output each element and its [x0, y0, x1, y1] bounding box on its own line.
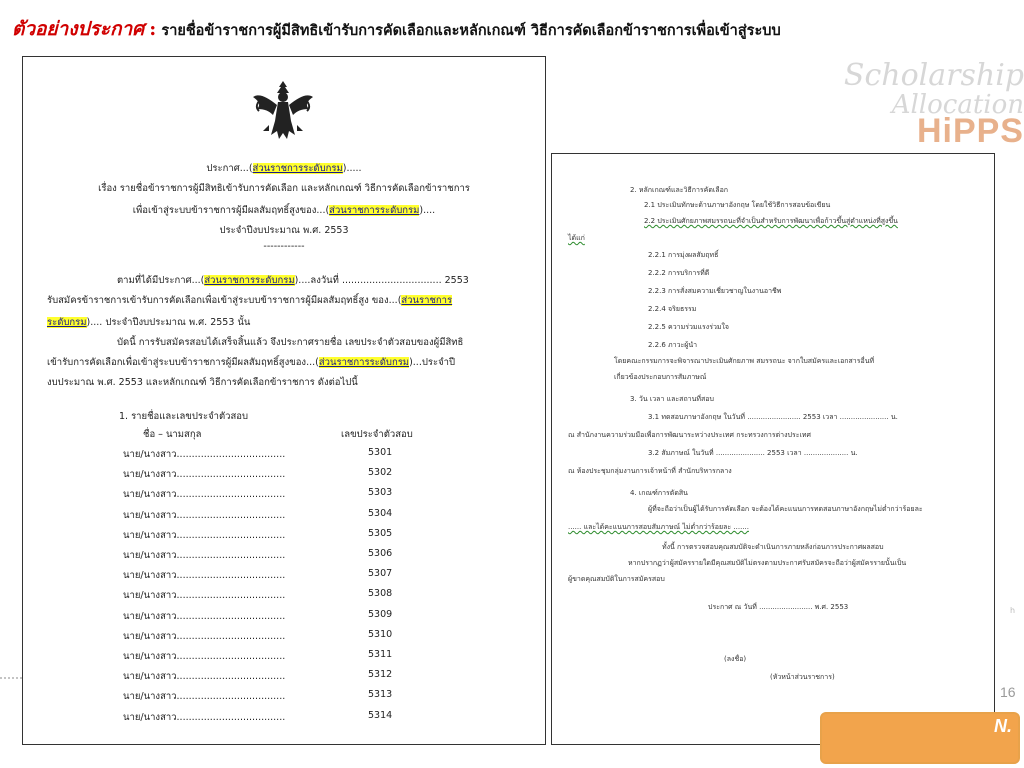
criteria-line: (ลงชื่อ): [724, 655, 747, 663]
criteria-line: 3.1 ทดสอบภาษาอังกฤษ ในวันที่ ........................ 2553 เวลา ...................... น.: [648, 413, 898, 421]
page-number: 16: [1000, 684, 1016, 700]
candidate-name: นาย/นางสาว....................................: [123, 630, 286, 642]
criteria-line: 2.2 ประเมินศักยภาพสมรรถนะที่จำเป็นสำหรับการพัฒนาเพื่อก้าวขึ้นสู่ตำแหน่งที่สูงขึ้น: [644, 217, 898, 225]
column-header-name: ชื่อ – นามสกุล: [143, 429, 202, 440]
announcement-page-1: [22, 56, 546, 745]
criteria-line: 2.2.4 จริยธรรม: [648, 305, 697, 313]
fiscal-year: ประจำปีงบประมาณ พ.ศ. 2553: [219, 225, 349, 236]
announcement-subject-line2: [23, 203, 545, 218]
agency-highlight: ส่วนราชการระดับกรม: [329, 205, 420, 216]
criteria-line: 4. เกณฑ์การตัดสิน: [630, 489, 688, 497]
candidate-exam-id: 5303: [368, 487, 393, 499]
paragraph-1-line-1: [117, 273, 469, 288]
candidate-exam-id: 5311: [368, 649, 393, 660]
criteria-line: (หัวหน้าส่วนราชการ): [770, 673, 835, 681]
candidate-name: นาย/นางสาว....................................: [123, 691, 286, 703]
para2-l2-prefix: เข้ารับการคัดเลือกเพื่อเข้าสู่ระบบข้าราชการผู้มีผลสัมฤทธิ์สูงของ...(: [47, 357, 319, 368]
candidate-exam-id: 5304: [368, 507, 393, 519]
watermark-line-1: Scholarship: [843, 58, 1024, 93]
candidate-exam-id: 5309: [368, 608, 393, 620]
criteria-line: 3. วัน เวลา และสถานที่สอบ: [630, 395, 714, 403]
section-1-title: 1. รายชื่อและเลขประจำตัวสอบ: [119, 411, 249, 422]
criteria-line: ทั้งนี้ การตรวจสอบคุณสมบัติจะดำเนินการภายหลังก่อนการประกาศผลสอบ: [662, 543, 884, 551]
hipps-logo-text: HiPPS: [916, 112, 1024, 150]
candidate-exam-id: 5306: [368, 548, 393, 559]
agency-highlight: ส่วนราชการระดับกรม: [252, 163, 343, 174]
criteria-line: หากปรากฏว่าผู้สมัครรายใดมีคุณสมบัติไม่ตรงตามประกาศรับสมัครจะถือว่าผู้สมัครรายนั้นเป็น: [628, 559, 907, 567]
agency-highlight-part1: ส่วนราชการ: [401, 295, 453, 306]
agency-highlight: ส่วนราชการระดับกรม: [204, 275, 295, 286]
watermark-line-2: Allocation: [891, 90, 1024, 120]
candidate-name: นาย/นางสาว....................................: [123, 590, 286, 602]
paragraph-1-line-2: [47, 293, 452, 308]
column-header-id: เลขประจำตัวสอบ: [341, 429, 413, 440]
para1-l2-prefix: รับสมัครข้าราชการเข้ารับการคัดเลือกเพื่อเข้าสู่ระบบข้าราชการผู้มีผลสัมฤทธิ์สูง ของ...(: [47, 295, 402, 306]
criteria-line: ณ ห้องประชุมกลุ่มงานการเจ้าหน้าที่ สำนักบริหารกลาง: [568, 467, 732, 475]
criteria-line: ผู้ที่จะถือว่าเป็นผู้ได้รับการคัดเลือก จะต้องได้คะแนนการทดสอบภาษาอังกฤษไม่ต่ำกว่าร้อยละ: [648, 505, 923, 513]
paragraph-2-line-1: บัดนี้ การรับสมัครสอบได้เสร็จสิ้นแล้ว จึงประกาศรายชื่อ เลขประจำตัวสอบของผู้มีสิทธิ: [117, 337, 464, 348]
candidate-name: นาย/นางสาว....................................: [123, 651, 286, 662]
paragraph-1-line-3: [47, 315, 250, 330]
announcement-subject: เรื่อง รายชื่อข้าราชการผู้มีสิทธิเข้ารับการคัดเลือก และหลักเกณฑ์ วิธีการคัดเลือกข้าราชการ: [98, 183, 470, 194]
side-text: h: [1010, 606, 1016, 615]
announce-prefix: ประกาศ...(: [206, 163, 253, 174]
candidate-exam-id: 5305: [368, 527, 393, 539]
candidate-exam-id: 5307: [368, 568, 393, 580]
candidate-exam-id: 5302: [368, 467, 393, 479]
title-label: ตัวอย่างประกาศ: [12, 18, 145, 40]
criteria-line: 2.2.3 การสั่งสมความเชี่ยวชาญในงานอาชีพ: [648, 287, 782, 295]
criteria-line: ประกาศ ณ วันที่ ........................ พ.ศ. 2553: [708, 603, 849, 611]
criteria-line: ณ สำนักงานความร่วมมือเพื่อการพัฒนาระหว่างประเทศ กระทรวงการต่างประเทศ: [568, 431, 811, 439]
candidate-name: นาย/นางสาว....................................: [123, 610, 286, 622]
candidate-exam-id: 5313: [368, 689, 393, 701]
brand-logo: [820, 712, 1020, 764]
para1-prefix: ตามที่ได้มีประกาศ...(: [117, 275, 205, 286]
candidate-name: นาย/นางสาว....................................: [123, 449, 286, 460]
candidate-name: นาย/นางสาว....................................: [123, 469, 286, 481]
candidate-exam-id: 5310: [368, 628, 393, 640]
criteria-line: 2. หลักเกณฑ์และวิธีการคัดเลือก: [630, 186, 729, 194]
candidate-exam-id: 5308: [368, 588, 393, 600]
slide-title: [12, 14, 781, 44]
candidate-name: นาย/นางสาว....................................: [123, 711, 286, 723]
criteria-line: โดยคณะกรรมการจะพิจารณาประเมินศักยภาพ สมรรถนะ จากใบสมัครและเอกสารอื่นที่: [614, 357, 875, 365]
criteria-line: 3.2 สัมภาษณ์ ในวันที่ ...................... 2553 เวลา .................... น.: [648, 449, 858, 457]
agency-highlight: ส่วนราชการระดับกรม: [318, 357, 410, 368]
candidate-exam-id: 5312: [368, 669, 393, 681]
criteria-line: 2.1 ประเมินทักษะด้านภาษาอังกฤษ โดยใช้วิธีการสอบข้อเขียน: [644, 201, 831, 209]
candidate-exam-id: 5314: [368, 709, 393, 721]
garuda-emblem-icon: [251, 75, 315, 143]
candidate-name: นาย/นางสาว....................................: [123, 529, 286, 541]
criteria-line: 2.2.5 ความร่วมแรงร่วมใจ: [648, 323, 730, 331]
para1-suffix: )....ลงวันที่ ................................. 2553: [294, 275, 469, 286]
logo-text: N.: [994, 716, 1012, 736]
para2-l2-suffix: )...ประจำปี: [409, 357, 456, 368]
subject2-prefix: เพื่อเข้าสู่ระบบข้าราชการผู้มีผลสัมฤทธิ์สูงของ...(: [132, 205, 330, 216]
criteria-line: 2.2.6 ภาวะผู้นำ: [648, 341, 698, 349]
title-colon: :: [149, 18, 157, 40]
criteria-line: ผู้ขาดคุณสมบัติในการสมัครสอบ: [568, 575, 665, 583]
candidate-name: นาย/นางสาว....................................: [123, 509, 286, 521]
separator-line: ------------: [263, 241, 305, 252]
candidate-name: นาย/นางสาว....................................: [123, 489, 286, 501]
para1-l3-suffix: ).... ประจำปีงบประมาณ พ.ศ. 2553 นั้น: [86, 317, 251, 328]
announcement-heading: [23, 161, 545, 176]
candidate-name: นาย/นางสาว....................................: [123, 550, 286, 561]
criteria-line: ...... และได้คะแนนการสอบสัมภาษณ์ ไม่ต่ำกว่าร้อยละ .......: [568, 523, 749, 531]
agency-highlight-part2: ระดับกรม: [47, 317, 87, 328]
candidate-name: นาย/นางสาว....................................: [123, 671, 286, 683]
paragraph-2-line-3: งบประมาณ พ.ศ. 2553 และหลักเกณฑ์ วิธีการคัดเลือกข้าราชการ ดังต่อไปนี้: [47, 377, 358, 388]
criteria-line: 2.2.2 การบริการที่ดี: [648, 269, 710, 277]
subject2-suffix: )....: [419, 205, 436, 216]
decorative-wave-icon: [0, 668, 22, 688]
announce-suffix: ).....: [342, 163, 362, 174]
criteria-line: เกี่ยวข้องประกอบการสัมภาษณ์: [614, 373, 707, 381]
criteria-line: ได้แก่: [568, 234, 585, 242]
criteria-line: 2.2.1 การมุ่งผลสัมฤทธิ์: [648, 251, 719, 259]
candidate-name: นาย/นางสาว....................................: [123, 570, 286, 582]
paragraph-2-line-2: [47, 355, 455, 370]
announcement-page-2: [551, 153, 995, 745]
candidate-exam-id: 5301: [368, 447, 393, 458]
title-text: รายชื่อข้าราชการผู้มีสิทธิเข้ารับการคัดเลือกและหลักเกณฑ์ วิธีการคัดเลือกข้าราชการเพื่อเข้าสู่ระบบ: [161, 22, 781, 39]
